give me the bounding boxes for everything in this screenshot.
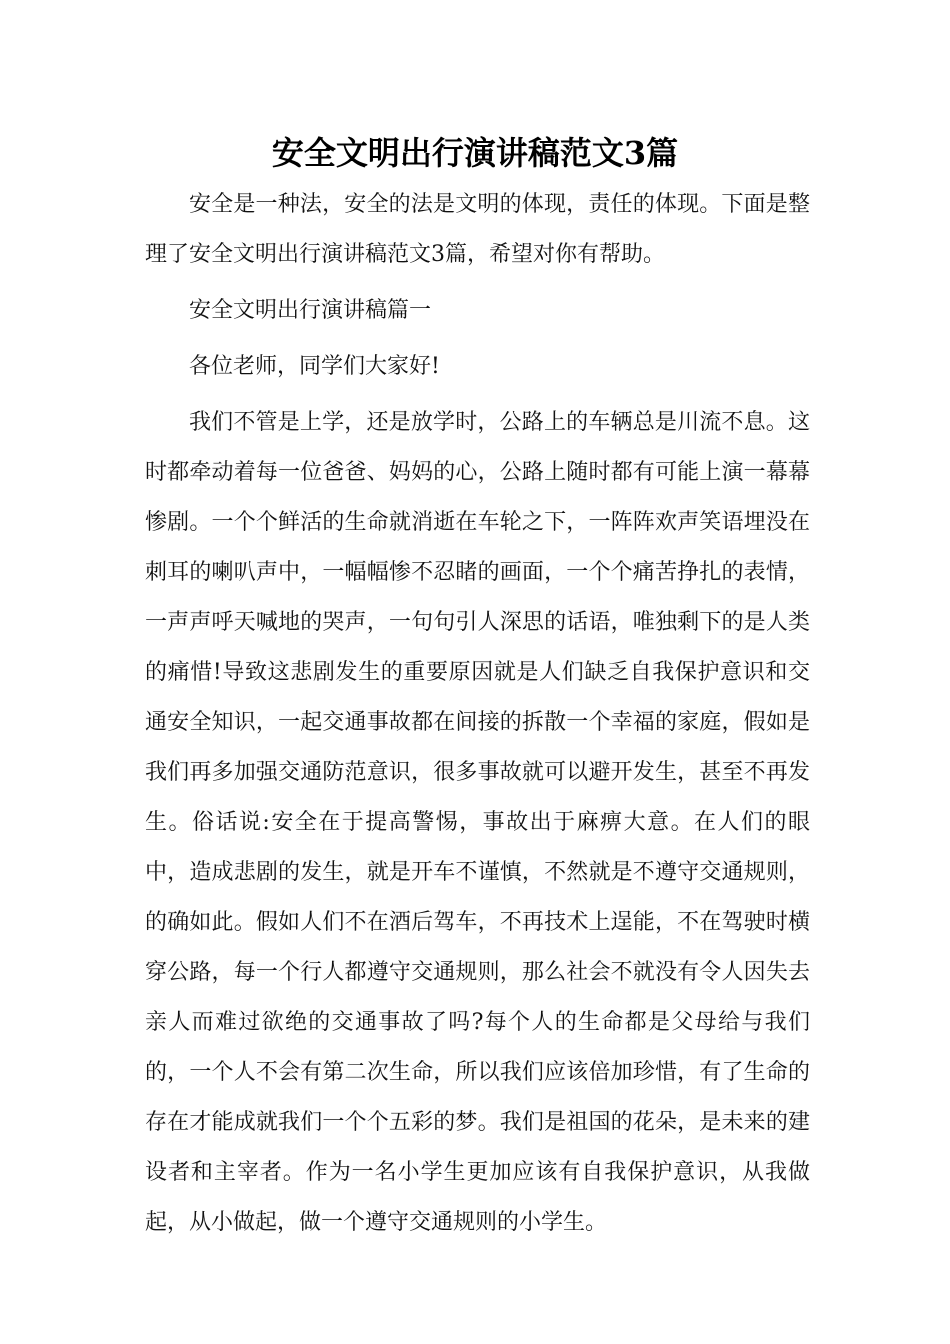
section-heading: 安全文明出行演讲稿篇一: [189, 298, 432, 323]
intro-paragraph: 安全是一种法，安全的法是文明的体现，责任的体现。下面是整理了安全文明出行演讲稿范文3篇，希望对你有帮助。: [145, 192, 810, 267]
body-paragraph: 我们不管是上学，还是放学时，公路上的车辆总是川流不息。这时都牵动着每一位爸爸、妈妈的心，公路上随时都有可能上演一幕幕惨剧。一个个鲜活的生命就消逝在车轮之下，一阵阵欢声笑语埋没在刺耳的喇叭声中，一幅幅惨不忍睹的画面，一个个痛苦挣扎的表情，一声声呼天喊地的哭声，一句句引人深思的话语，唯独剩下的是人类的痛惜!导致这悲剧发生的重要原因就是人们缺乏自我保护意识和交通安全知识，一起交通事故都在间接的拆散一个幸福的家庭，假如是我们再多加强交通防范意识，很多事故就可以避开发生，甚至不再发生。俗话说:安全在于提高警惕，事故出于麻痹大意。在人们的眼中，造成悲剧的发生，就是开车不谨慎，不然就是不遵守交通规则，的确如此。假如人们不在酒后驾车，不再技术上逞能，不在驾驶时横穿公路，每一个行人都遵守交通规则，那么社会不就没有令人因失去亲人而难过欲绝的交通事故了吗?每个人的生命都是父母给与我们的，一个人不会有第二次生命，所以我们应该倍加珍惜，有了生命的存在才能成就我们一个个五彩的梦。我们是祖国的花朵，是未来的建设者和主宰者。作为一名小学生更加应该有自我保护意识，从我做起，从小做起，做一个遵守交通规则的小学生。: [145, 410, 810, 1235]
greeting-paragraph: 各位老师，同学们大家好!: [189, 354, 440, 379]
document-title: 安全文明出行演讲稿范文3篇: [271, 134, 679, 172]
document-body: [145, 180, 810, 1248]
